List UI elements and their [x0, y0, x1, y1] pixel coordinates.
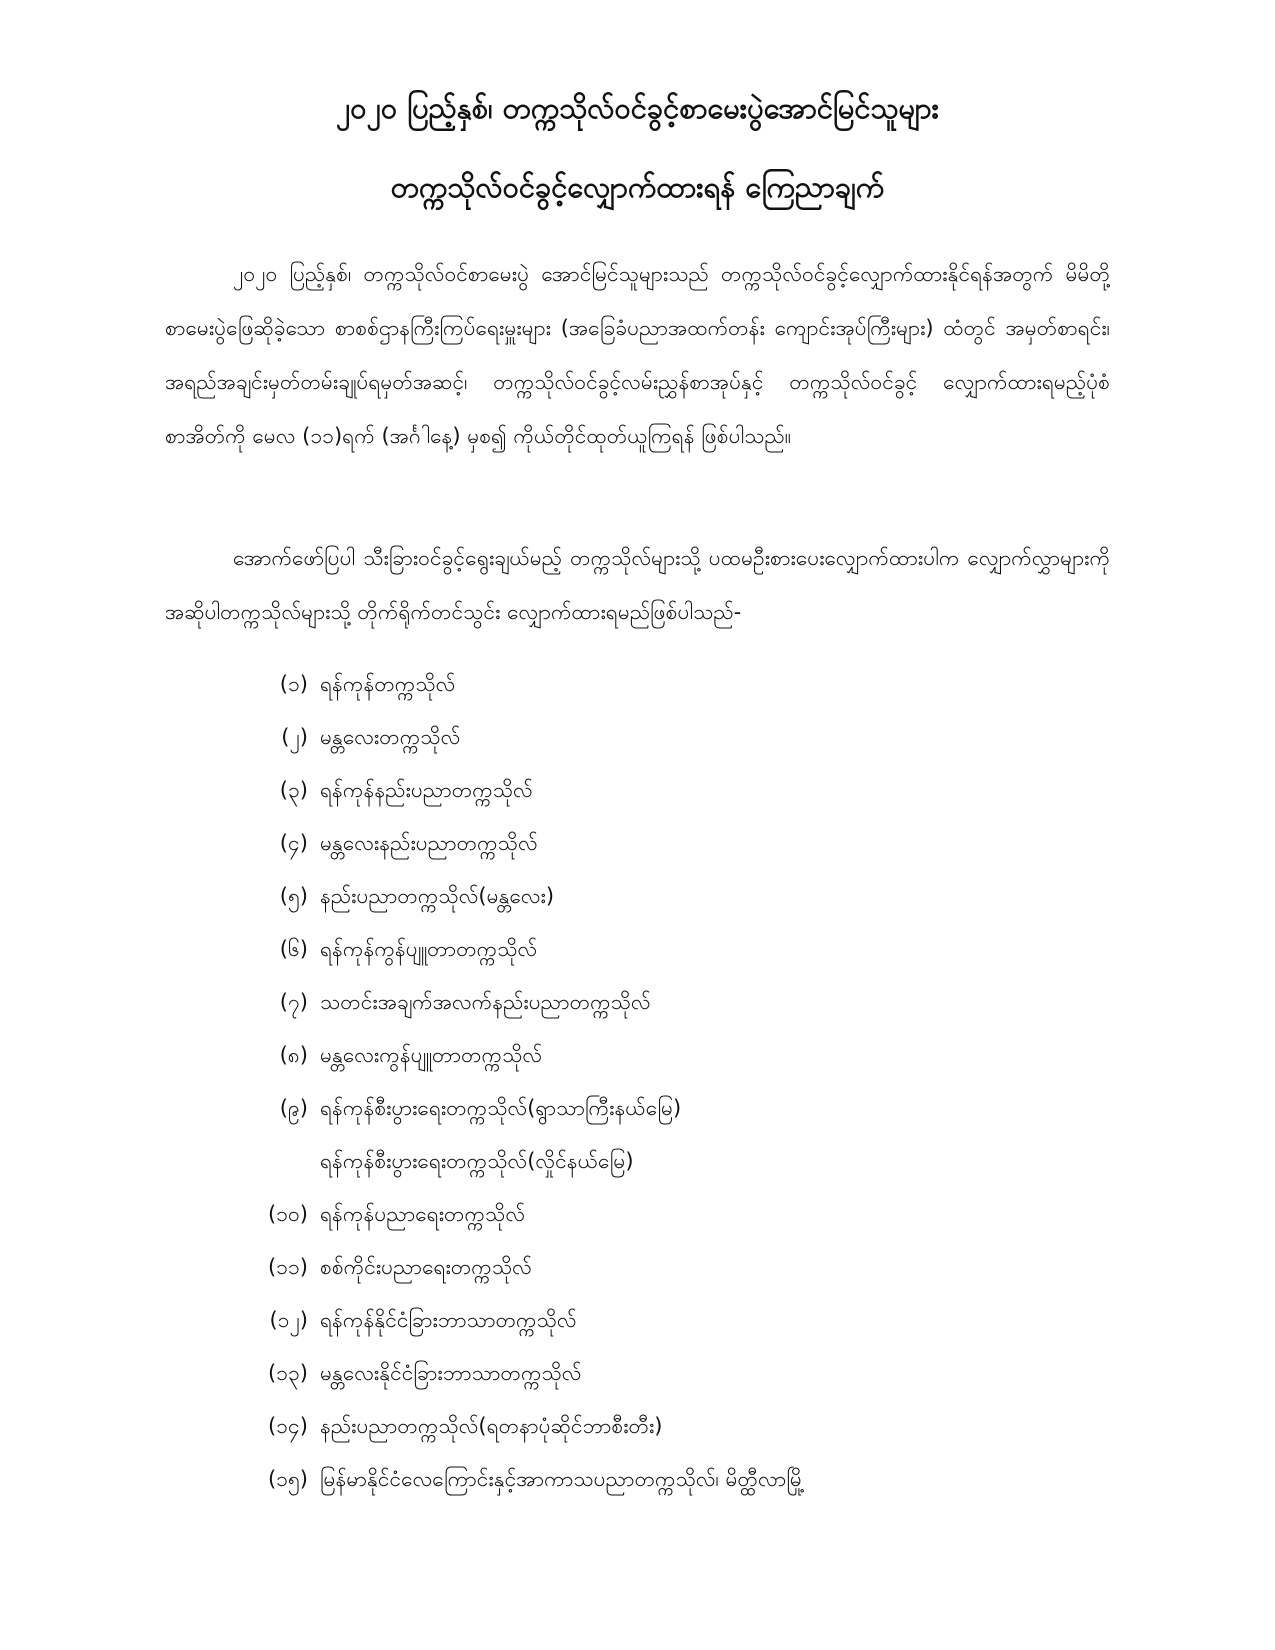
list-number: (၁၃): [267, 1361, 308, 1385]
list-text: ရန်ကုန်ပညာရေးတက္ကသိုလ်: [320, 1202, 526, 1226]
list-number: (၃): [279, 778, 308, 802]
list-item: [258, 1400, 1118, 1453]
list-text: နည်းပညာတက္ကသိုလ်(မန္တလေး): [320, 884, 555, 908]
list-item: [258, 1241, 1118, 1294]
list-number: (၉): [279, 1096, 308, 1120]
list-item: [258, 1453, 1118, 1506]
list-text: ရန်ကုန်စီးပွားရေးတက္ကသိုလ်(လှိုင်နယ်မြေ): [320, 1149, 634, 1173]
paragraph-2: အောက်ဖော်ပြပါ သီးခြားဝင်ခွင့်ရွေးချယ်မည့် တက္ကသိုလ်များသို့ ပထမဦးစားပေးလျှောက်ထားပါက လျှောက်လွှာများကို အဆိုပါတက္ကသိုလ်များသို့ တိုက်ရိုက်တင်သွင်း လျှောက်ထားရမည်ဖြစ်ပါသည်-: [165, 546, 1110, 624]
list-text: မန္တလေးတက္ကသိုလ်: [320, 725, 461, 749]
title-line-2: တက္ကသိုလ်ဝင်ခွင့်လျှောက်ထားရန် ကြေညာချက်: [390, 170, 885, 204]
list-item: [258, 870, 1118, 923]
list-number: (၈): [279, 1043, 308, 1067]
list-number: (၁၄): [267, 1414, 308, 1438]
list-item: [258, 1082, 1118, 1135]
list-number: (၁၁): [267, 1255, 308, 1279]
list-item: [258, 658, 1118, 711]
title-line-1: ၂၀၂၀ ပြည့်နှစ်၊ တက္ကသိုလ်ဝင်ခွင့်စာမေးပွဲအောင်မြင်သူများ: [336, 91, 939, 125]
paragraph-1: ၂၀၂၀ ပြည့်နှစ်၊ တက္ကသိုလ်ဝင်စာမေးပွဲ အောင်မြင်သူများသည် တက္ကသိုလ်ဝင်ခွင့်လျှောက်ထားနိုင်ရန်အတွက် မိမိတို့စာမေးပွဲဖြေဆိုခဲ့သော စာစစ်ဌာနကြီးကြပ်ရေးမှူးများ (အခြေခံပညာအထက်တန်း ကျောင်းအုပ်ကြီးများ) ထံတွင် အမှတ်စာရင်း၊ အရည်အချင်းမှတ်တမ်းချုပ်ရမှတ်အဆင့်၊ တက္ကသိုလ်ဝင်ခွင့်လမ်းညွှန်စာအုပ်နှင့် တက္ကသိုလ်ဝင်ခွင့် လျှောက်ထားရမည့်ပုံစံစာအိတ်ကို မေလ (၁၁)ရက် (အင်္ဂါနေ့) မှစ၍ ကိုယ်တိုင်ထုတ်ယူကြရန် ဖြစ်ပါသည်။: [165, 262, 1110, 448]
university-list: [258, 658, 1118, 1506]
list-text: စစ်ကိုင်းပညာရေးတက္ကသိုလ်: [320, 1255, 532, 1279]
list-text: ရန်ကုန်ကွန်ပျူတာတက္ကသိုလ်: [320, 937, 538, 961]
list-text: မန္တလေးနည်းပညာတက္ကသိုလ်: [320, 831, 538, 855]
list-number: (၆): [279, 937, 308, 961]
list-text: သတင်းအချက်အလက်နည်းပညာတက္ကသိုလ်: [320, 990, 651, 1014]
list-item: [258, 923, 1118, 976]
list-text: ရန်ကုန်စီးပွားရေးတက္ကသိုလ်(ရွာသာကြီးနယ်မြေ): [320, 1096, 682, 1120]
list-text: ရန်ကုန်နိုင်ငံခြားဘာသာတက္ကသိုလ်: [320, 1308, 577, 1332]
list-number: (၁): [279, 672, 308, 696]
list-item: [258, 764, 1118, 817]
list-text: မြန်မာနိုင်ငံလေကြောင်းနှင့်အာကာသပညာတက္ကသိုလ်၊ မိတ္ထီလာမြို့: [320, 1467, 806, 1491]
list-item: [258, 1135, 1118, 1188]
list-number: (၁၅): [267, 1467, 308, 1491]
list-item: [258, 817, 1118, 870]
list-item: [258, 1347, 1118, 1400]
list-item: [258, 1029, 1118, 1082]
list-item: [258, 1294, 1118, 1347]
list-number: (၅): [279, 884, 308, 908]
list-text: မန္တလေးကွန်ပျူတာတက္ကသိုလ်: [320, 1043, 543, 1067]
list-item: [258, 976, 1118, 1029]
list-item: [258, 711, 1118, 764]
list-number: (၁၀): [267, 1202, 308, 1226]
list-number: (၇): [279, 990, 308, 1014]
list-number: (၄): [279, 831, 308, 855]
list-text: နည်းပညာတက္ကသိုလ်(ရတနာပုံဆိုင်ဘာစီးတီး): [320, 1414, 663, 1438]
list-text: ရန်ကုန်တက္ကသိုလ်: [320, 672, 456, 696]
list-number: (၂): [281, 725, 308, 749]
list-item: [258, 1188, 1118, 1241]
list-text: ရန်ကုန်နည်းပညာတက္ကသိုလ်: [320, 778, 533, 802]
list-text: မန္တလေးနိုင်ငံခြားဘာသာတက္ကသိုလ်: [320, 1361, 582, 1385]
list-number: (၁၂): [269, 1308, 308, 1332]
